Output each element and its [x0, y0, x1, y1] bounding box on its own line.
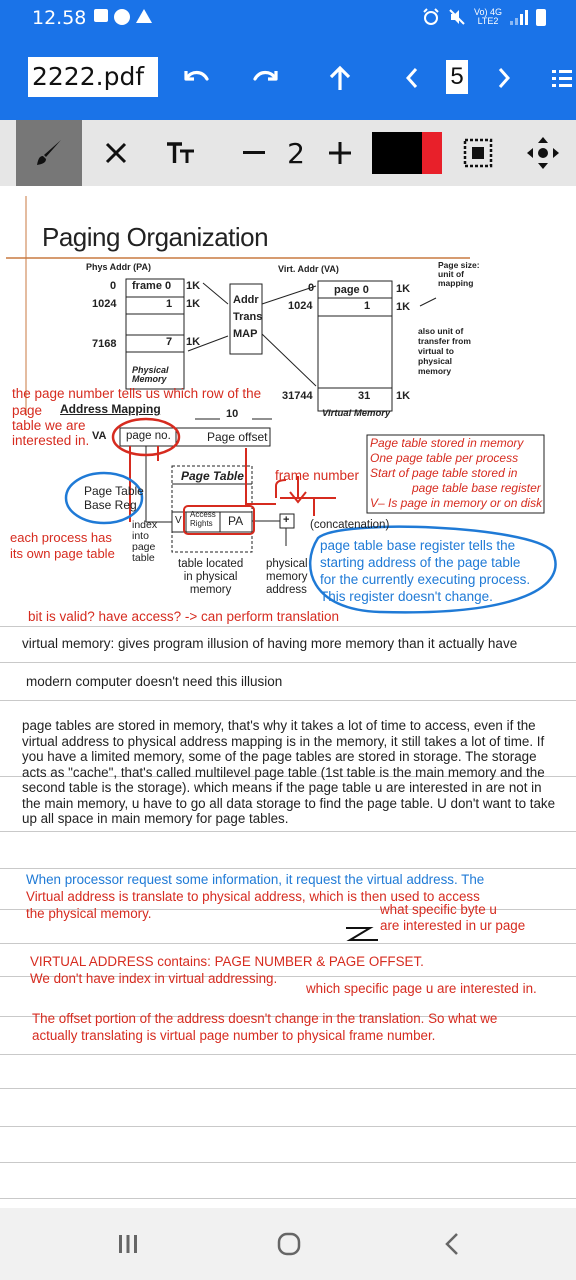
handwritten-arrow-icon: [342, 922, 382, 944]
arrow-up-icon: [328, 64, 352, 92]
table-located-label: table located in physical memory: [178, 558, 244, 596]
app-toolbar: [0, 36, 576, 120]
pa-label: PA: [228, 514, 244, 528]
virt-addr-label: Virt. Addr (VA): [278, 264, 339, 274]
offset-portion-note: The offset portion of the address doesn't change in the translation. So what we actually translating is virtual page number to physical frame number.: [32, 1011, 498, 1043]
status-bar: [0, 0, 576, 36]
base-register-note: page table base register tells the starting address of the page table for the currently executing process. This register doesn't change.: [320, 538, 531, 604]
phys-frame-1: 1: [166, 298, 173, 310]
page-size-label: Page size: unit of mapping: [438, 260, 480, 288]
system-indicators: [422, 8, 546, 26]
battery-icon: [536, 9, 546, 26]
page-tables-paragraph: page tables are stored in memory, that's why it takes a lot of time to access, even if the virtual address to physical address mapping is in the memory, it still takes a lot of time. If you have a limited memory, some of the page tables are stored in storage. The storage acts as "cache", that's called multilevel page table (1st table is the main memory and the second table is the storage). which means if the page table u are interested in are not in the main memory, u have to go all data storage to find the page table. U don't want to take up all space in main memory for page tables.: [22, 718, 556, 826]
decrease-width-button[interactable]: [236, 120, 272, 186]
index-into-page-table: index into page table: [132, 519, 158, 564]
also-unit-label: also unit of transfer from virtual to physical memory: [418, 326, 471, 376]
phys-size-7: 1K: [186, 336, 201, 348]
plus-icon: [328, 141, 352, 165]
drawing-toolbar: [0, 120, 576, 186]
home-icon: [277, 1232, 301, 1256]
select-area-icon: [463, 138, 493, 168]
signal-icon: [510, 9, 528, 25]
move-tool-button[interactable]: [522, 120, 564, 186]
redo-icon: [250, 65, 282, 91]
virt-size-1: 1K: [396, 301, 411, 313]
physical-memory-label: Physical Memory: [132, 365, 169, 384]
text-tool-button[interactable]: [160, 120, 204, 186]
virt-page-31: 31: [358, 390, 371, 402]
virt-addr-1: 1024: [288, 300, 313, 312]
previous-page-button[interactable]: [392, 58, 432, 98]
processor-request-line-1: When processor request some information, it request the virtual address. The: [26, 872, 485, 887]
phys-addr-1: 1024: [92, 298, 117, 310]
page-table-interest-note: page table we are interested in.: [12, 403, 90, 448]
address-mapping-label: Address Mapping: [60, 402, 161, 416]
gallery-notification-icon: [94, 9, 108, 22]
text-size-icon: [166, 141, 198, 165]
minus-icon: [243, 150, 265, 156]
warning-notification-icon: [136, 9, 152, 23]
v-bit-label: V: [175, 515, 182, 526]
phys-size-0: 1K: [186, 280, 201, 292]
phys-frame-7: 7: [166, 336, 173, 348]
page-table-label: Page Table: [181, 469, 244, 483]
virt-size-0: 1K: [396, 283, 411, 295]
next-page-button[interactable]: [484, 58, 524, 98]
primary-color-swatch: [372, 132, 422, 174]
phys-addr-7: 7168: [92, 338, 117, 350]
color-picker-button[interactable]: [372, 120, 442, 186]
network-type: Vo) 4G LTE2: [473, 7, 502, 26]
close-icon: [104, 141, 128, 165]
addr-trans-map: Addr Trans MAP: [233, 294, 263, 340]
increase-width-button[interactable]: [322, 120, 358, 186]
secondary-color-swatch: [422, 132, 442, 174]
virt-addr-31: 31744: [282, 390, 313, 402]
move-icon: [526, 136, 560, 170]
each-process-note: each process has its own page table: [10, 530, 115, 561]
page-number-note: the page number tells us which row of the: [12, 386, 262, 401]
alarm-icon: [422, 8, 440, 26]
page-offset-field: Page offset: [207, 430, 268, 444]
scroll-top-button[interactable]: [320, 58, 360, 98]
undo-icon: [180, 65, 212, 91]
brush-icon: [33, 137, 65, 169]
menu-button[interactable]: [548, 58, 576, 98]
selection-tool-button[interactable]: [458, 120, 498, 186]
chevron-right-icon: [496, 67, 512, 89]
modern-computer-note: modern computer doesn't need this illusion: [26, 674, 283, 689]
virtual-memory-label: Virtual Memory: [322, 408, 391, 419]
notification-icons: [94, 9, 152, 25]
va-label: VA: [92, 430, 107, 442]
system-navigation-bar: [0, 1208, 576, 1280]
virtual-address-contains-note: VIRTUAL ADDRESS contains: PAGE NUMBER & PAGE OFFSET.: [30, 954, 424, 969]
plus-sign: +: [283, 514, 290, 526]
app-notification-icon: [114, 9, 130, 25]
bit-valid-note: bit is valid? have access? -> can perform translation: [28, 609, 340, 624]
home-button[interactable]: [264, 1228, 314, 1260]
chevron-left-icon: [404, 67, 420, 89]
virt-size-31: 1K: [396, 390, 411, 402]
menu-icon: [552, 67, 572, 89]
mute-icon: [448, 8, 466, 26]
stroke-width-value: 2: [287, 136, 305, 170]
access-rights-label: Access Rights: [190, 510, 216, 528]
phys-addr-0: 0: [110, 280, 117, 292]
physical-memory-address-label: physical memory address: [266, 558, 308, 596]
frame-number-note: frame number: [275, 468, 360, 483]
redo-button[interactable]: [246, 58, 286, 98]
no-index-note: We don't have index in virtual addressing.: [30, 971, 278, 986]
close-tool-button[interactable]: [96, 120, 136, 186]
pdf-page-canvas[interactable]: [0, 186, 576, 1208]
processor-request-line-3: the physical memory.: [26, 906, 152, 921]
phys-frame-0: frame 0: [132, 280, 172, 292]
virtual-memory-note: virtual memory: gives program illusion of having more memory than it actually have: [22, 636, 518, 651]
pen-tool-button[interactable]: [16, 120, 82, 186]
virt-addr-0: 0: [308, 282, 315, 294]
status-time: 12.58: [32, 7, 87, 29]
phys-addr-label: Phys Addr (PA): [86, 262, 152, 272]
undo-button[interactable]: [176, 58, 216, 98]
concatenation-label: (concatenation): [310, 519, 390, 531]
back-chevron-icon: [444, 1232, 460, 1256]
what-specific-byte-note: what specific byte u are interested in ur page: [380, 902, 526, 933]
recent-apps-button[interactable]: [104, 1228, 152, 1260]
page-table-facts-box: Page table stored in memory One page table per process Start of page table stored in page table base register V– Is page in memory or on disk: [370, 436, 543, 510]
page-no-field: page no.: [126, 430, 171, 442]
offset-width: 10: [226, 408, 239, 420]
processor-request-line-2: Virtual address is translate to physical address, which is then used to access: [26, 889, 480, 904]
recent-apps-icon: [117, 1233, 139, 1255]
page-table-base-reg: Page Table Base Reg: [84, 484, 144, 512]
slide-title: Paging Organization: [42, 222, 269, 252]
phys-size-1: 1K: [186, 298, 201, 310]
back-button[interactable]: [428, 1228, 476, 1260]
document-filename[interactable]: 2222.pdf: [28, 57, 158, 97]
page-number-field[interactable]: 5: [446, 60, 468, 94]
virt-page-0: page 0: [334, 284, 369, 296]
which-specific-page-note: which specific page u are interested in.: [306, 981, 537, 996]
virt-page-1: 1: [364, 300, 371, 312]
